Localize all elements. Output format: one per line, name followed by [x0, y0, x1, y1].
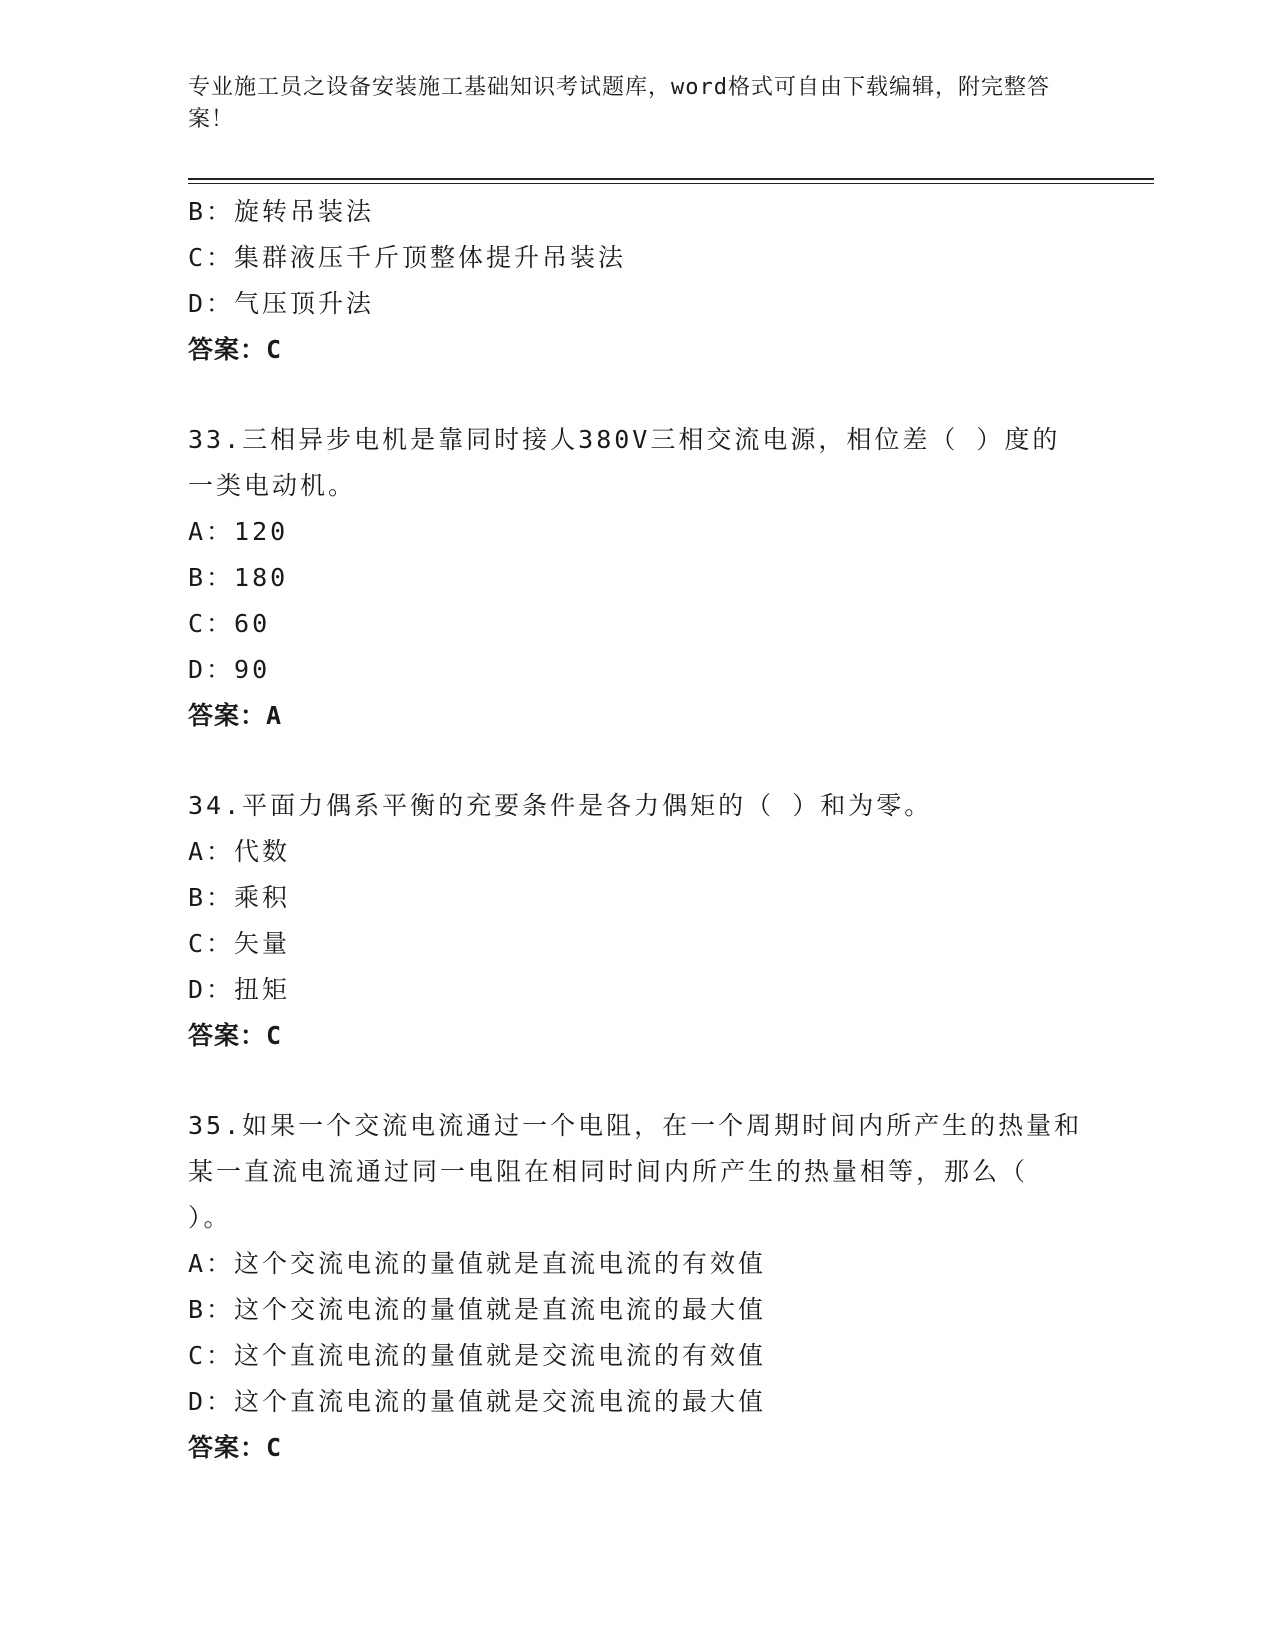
option-c: C：矢量: [188, 929, 291, 958]
header-divider-thick: [188, 178, 1154, 180]
option-d: D：这个直流电流的量值就是交流电流的最大值: [188, 1387, 767, 1416]
question-35: [188, 1103, 1088, 1471]
question-text: 33.三相异步电机是靠同时接人380V三相交流电源，相位差（ ）度的一类电动机。: [188, 425, 1061, 500]
option-b: B：180: [188, 563, 289, 592]
option-d: D：气压顶升法: [188, 289, 375, 318]
option-c: C：这个直流电流的量值就是交流电流的有效值: [188, 1341, 767, 1370]
option-a: A：这个交流电流的量值就是直流电流的有效值: [188, 1249, 767, 1278]
option-b: B：这个交流电流的量值就是直流电流的最大值: [188, 1295, 767, 1324]
option-b: B：旋转吊装法: [188, 197, 375, 226]
question-text: 35.如果一个交流电流通过一个电阻，在一个周期时间内所产生的热量和某一直流电流通过同一电阻在相同时间内所产生的热量相等，那么（ ）。: [188, 1111, 1083, 1232]
question-text: 34.平面力偶系平衡的充要条件是各力偶矩的（ ）和为零。: [188, 791, 933, 820]
header-divider-thin: [188, 183, 1154, 184]
answer-line: 答案：C: [188, 1021, 283, 1050]
option-c: C：60: [188, 609, 271, 638]
question-34: [188, 783, 1088, 1059]
option-b: B：乘积: [188, 883, 291, 912]
answer-line: 答案：A: [188, 701, 283, 730]
answer-line: 答案：C: [188, 1433, 283, 1462]
carryover-question: [188, 189, 1088, 373]
option-d: D：90: [188, 655, 271, 684]
question-33: [188, 417, 1088, 739]
answer-line: 答案：C: [188, 335, 283, 364]
option-a: A：120: [188, 517, 289, 546]
option-d: D：扭矩: [188, 975, 291, 1004]
document-header: 专业施工员之设备安装施工基础知识考试题库，word格式可自由下载编辑，附完整答案！: [188, 75, 1050, 132]
document-body: [188, 189, 1088, 1471]
option-c: C：集群液压千斤顶整体提升吊装法: [188, 243, 627, 272]
option-a: A：代数: [188, 837, 291, 866]
